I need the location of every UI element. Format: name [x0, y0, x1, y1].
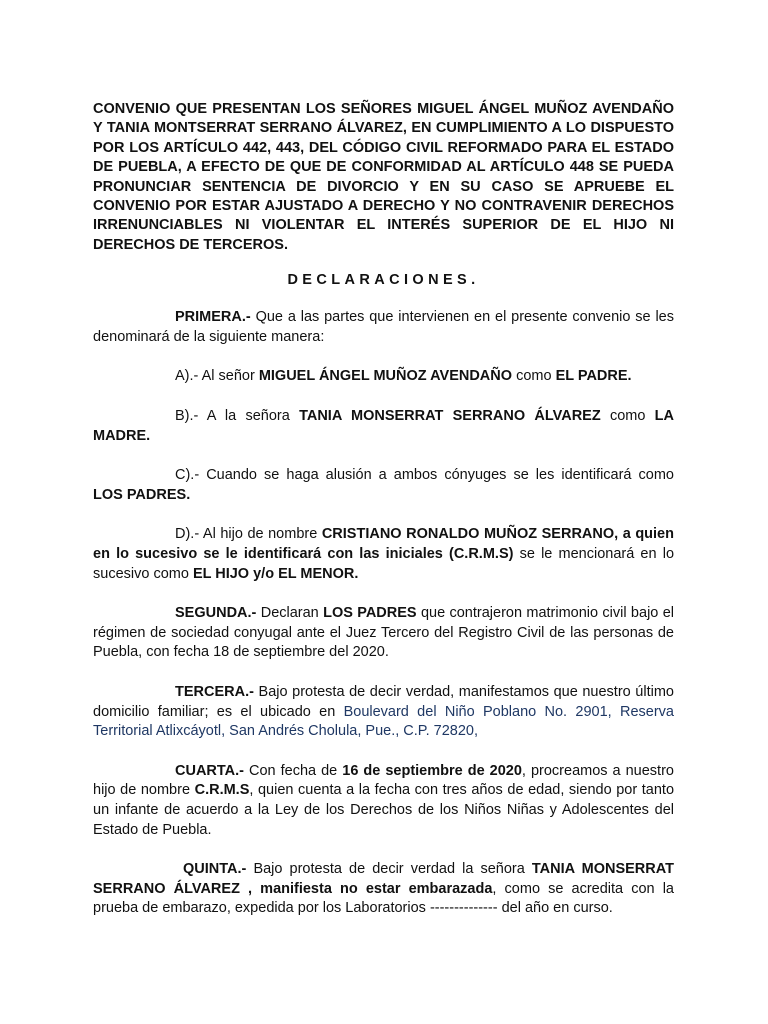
clause-label: TERCERA.-: [175, 683, 254, 700]
clause-cuarta: CUARTA.- Con fecha de 16 de septiembre de 2020, procreamos a nuestro hijo de nombre C.R.M.S, quien cuenta a la fecha con tres años de edad, siendo por tanto un infante de acuerdo a la Ley de los Derechos de los Niños Niñas y Adolescentes del Estado de Puebla.: [93, 762, 675, 838]
clause-label: CUARTA.-: [175, 762, 244, 779]
document-title: CONVENIO QUE PRESENTAN LOS SEÑORES MIGUEL ÁNGEL MUÑOZ AVENDAÑO Y TANIA MONTSERRAT SERRANO ÁLVAREZ, EN CUMPLIMIENTO A LO DISPUESTO POR LOS ARTÍCULO 442, 443, DEL CÓDIGO CIVIL REFORMADO PARA EL ESTADO DE PUEBLA, A EFECTO DE QUE DE CONFORMIDAD AL ARTÍCULO 448 SE PUEDA PRONUNCIAR SENTENCIA DE DIVORCIO Y EN SU CASO SE APRUEBE EL CONVENIO POR ESTAR AJUSTADO A DERECHO Y NO CONTRAVENIR DERECHOS IRRENUNCIABLES NI VIOLENTAR EL INTERÉS SUPERIOR DE EL HIJO NI DERECHOS DE TERCEROS.: [93, 101, 674, 253]
clause-tercera: TERCERA.- Bajo protesta de decir verdad, manifestamos que nuestro último domicilio familiar; es el ubicado en Boulevard del Niño Poblano No. 2901, Reserva Territorial Atlixcáyotl, San Andrés Cholula, Pue., C.P. 72820,: [93, 683, 674, 740]
clause-primera: PRIMERA.- Que a las partes que intervienen en el presente convenio se les denominará de la siguiente manera:: [93, 309, 674, 345]
clause-segunda: SEGUNDA.- Declaran LOS PADRES que contrajeron matrimonio civil bajo el régimen de sociedad conyugal ante el Juez Tercero del Registro Civil de las personas de Puebla, con fecha 18 de septiembre del 2020.: [93, 605, 674, 661]
clause-label: SEGUNDA.-: [175, 605, 257, 622]
clause-quinta: QUINTA.- Bajo protesta de decir verdad la señora TANIA MONSERRAT SERRANO ÁLVAREZ , manifiesta no estar embarazada, como se acredita con la prueba de embarazo, expedida por los Laboratorios -------------- del año en curso.: [93, 861, 674, 917]
item-c: C).- Cuando se haga alusión a ambos cónyuges se les identificará como LOS PADRES.: [93, 467, 674, 503]
item-d: D).- Al hijo de nombre CRISTIANO RONALDO MUÑOZ SERRANO, a quien en lo sucesivo se le identificará con las iniciales (C.R.M.S) se le mencionará en lo sucesivo como EL HIJO y/o EL MENOR.: [93, 526, 675, 582]
clause-label: PRIMERA.-: [175, 309, 251, 326]
clause-label: QUINTA.-: [183, 861, 247, 878]
address-text: Boulevard del Niño Poblano No. 2901, Reserva Territorial Atlixcáyotl, San Andrés Cholula, Pue., C.P. 72820,: [93, 703, 674, 740]
item-b: B).- A la señora TANIA MONSERRAT SERRANO ÁLVAREZ como LA MADRE.: [93, 408, 675, 444]
declaraciones-heading: DECLARACIONES.: [287, 272, 480, 289]
item-a: A).- Al señor MIGUEL ÁNGEL MUÑOZ AVENDAÑO como EL PADRE.: [175, 368, 632, 385]
